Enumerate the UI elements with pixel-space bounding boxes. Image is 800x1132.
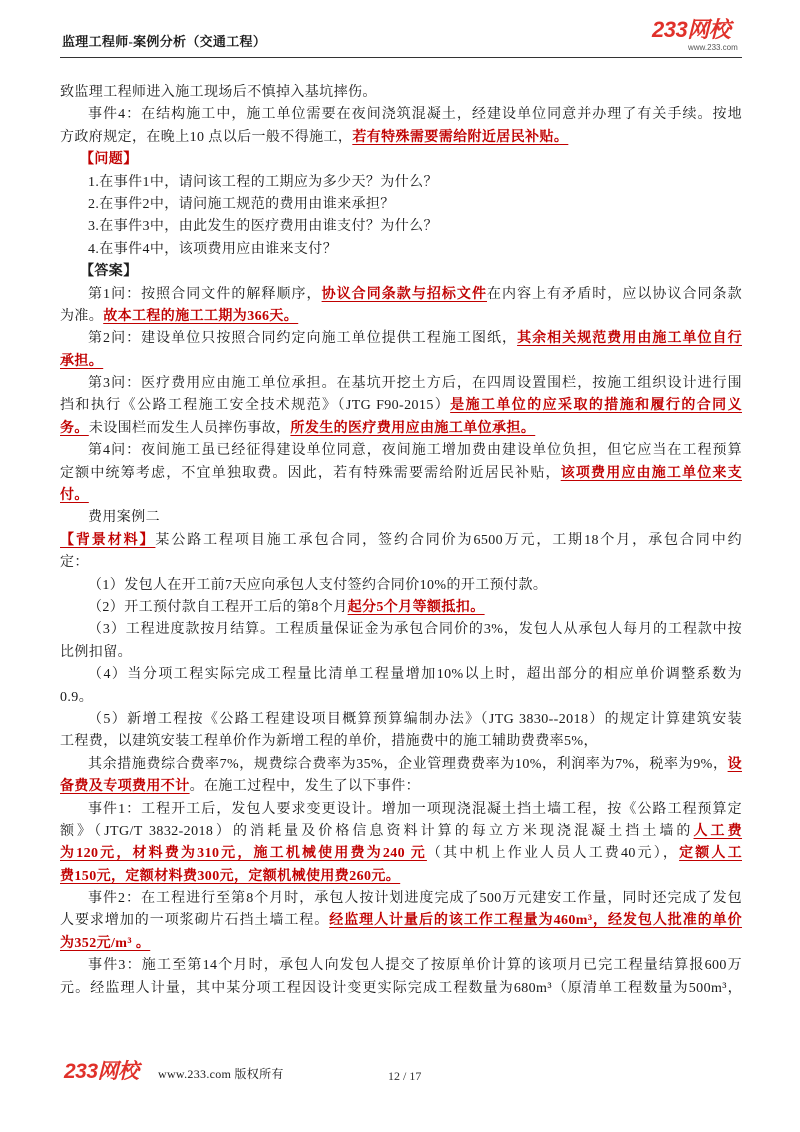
highlighted-text: 起分5个月等额抵扣。 — [347, 599, 485, 615]
text-segment: 致监理工程师进入施工现场后不慎掉入基坑摔伤。 — [60, 85, 377, 100]
text-line — [60, 731, 742, 753]
text-segment: 定额中统筹考虑，不宜单独取费。因此，若有特殊需要需给附近居民补贴， — [60, 465, 561, 481]
text-segment: （3）工程进度款按月结算。工程质量保证金为承包合同价的3%，发包人从承包人每月的工程款中按 — [88, 622, 742, 638]
highlighted-text: 务。 — [60, 420, 89, 436]
text-segment: 事件2：在工程进行至第8个月时，承包人按计划进度完成了500万元建安工作量，同时还完成了发包 — [88, 891, 742, 907]
footer-logo: 233网校 — [64, 1060, 139, 1083]
document-body — [60, 82, 742, 1000]
text-line — [60, 395, 742, 417]
questions-heading — [60, 149, 742, 171]
text-line — [60, 104, 742, 126]
highlighted-text: 为120元，材料费为310元，施工机械使用费为240 元 — [60, 846, 427, 862]
question-item — [60, 172, 742, 194]
highlighted-text: 该项费用应由施工单位来支 — [560, 465, 742, 481]
text-segment: 人要求增加的一项浆砌片石挡土墙工程。 — [60, 913, 330, 929]
text-line — [60, 776, 742, 798]
text-line — [60, 910, 742, 932]
text-line — [60, 552, 742, 574]
highlighted-text: 其余相关规范费用由施工单位自行 — [517, 331, 742, 347]
text-line — [60, 709, 742, 731]
text-segment: 第4问：夜间施工虽已经征得建设单位同意，夜间施工增加费由建设单位负担，但它应当在工程预算 — [88, 443, 742, 459]
heading-text: 【问题】 — [80, 152, 138, 168]
text-line — [60, 284, 742, 306]
highlighted-text: 故本工程的施工工期为366天。 — [103, 308, 299, 324]
brand-logo — [652, 17, 744, 52]
text-line — [60, 82, 742, 104]
text-segment: （5）新增工程按《公路工程建设项目概算预算编制办法》（JTG 3830--2018）的规定计算建筑安装 — [88, 711, 742, 727]
text-line — [60, 127, 742, 149]
text-segment: 定： — [60, 555, 89, 571]
text-segment: 4.在事件4中，该项费用应由谁来支付？ — [88, 241, 338, 257]
highlighted-text: 付。 — [60, 488, 89, 504]
highlighted-text: 人工费 — [693, 823, 743, 839]
highlighted-text: 设 — [727, 756, 742, 772]
highlighted-text: 协议合同条款与招标文件 — [321, 286, 487, 302]
text-line — [60, 373, 742, 395]
text-line — [60, 754, 742, 776]
question-item — [60, 239, 742, 261]
header-title: 监理工程师-案例分析（交通工程） — [62, 34, 267, 49]
text-line — [60, 418, 742, 440]
case-title — [60, 507, 742, 529]
text-segment: 工程费，以建筑安装工程单价作为新增工程的单价，措施费中的施工辅助费费率5%， — [60, 734, 598, 750]
text-line — [60, 642, 742, 664]
text-segment: 比例扣留。 — [60, 644, 132, 660]
text-line — [60, 955, 742, 977]
header-divider — [60, 57, 742, 58]
text-segment: 2.在事件2中，请问施工规范的费用由谁来承担？ — [88, 196, 395, 212]
text-segment: 元。经监理人计量，其中某分项工程因设计变更实际完成工程数量为680m³（原清单工程数量为500m³， — [60, 980, 742, 996]
text-segment: 事件4：在结构施工中，施工单位需要在夜间浇筑混凝土，经建设单位同意并办理了有关手续。按地 — [88, 107, 742, 123]
highlighted-text: 经监理人计量后的该工作工程量为460m³，经发包人批准的单价 — [329, 913, 743, 929]
text-line — [60, 530, 742, 552]
text-line — [60, 821, 742, 843]
text-segment: 事件1：工程开工后，发包人要求变更设计。增加一项现浇混凝土挡土墙工程，按《公路工程预算定 — [88, 801, 742, 817]
text-segment: 挡和执行《公路工程施工安全技术规范》（JTG F90-2015） — [60, 398, 451, 414]
highlighted-text: 备费及专项费用不计 — [60, 779, 190, 795]
text-line — [60, 351, 742, 373]
text-segment: 1.在事件1中，请问该工程的工期应为多少天？为什么？ — [88, 174, 438, 190]
text-segment: 第3问：医疗费用应由施工单位承担。在基坑开挖土方后，在四周设置围栏，按施工组织设计进行围 — [88, 376, 742, 392]
text-segment: （4）当分项工程实际完成工程量比清单工程量增加10%以上时，超出部分的相应单价调整系数为 — [88, 667, 742, 683]
text-line — [60, 306, 742, 328]
text-line — [60, 933, 742, 955]
text-segment: （其中机上作业人员人工费40元）， — [426, 846, 680, 862]
text-segment: 未设围栏而发生人员摔伤事故， — [88, 420, 291, 436]
text-line — [60, 687, 742, 709]
text-segment: （2）开工预付款自工程开工后的第8个月 — [88, 599, 348, 615]
logo-url: www.233.com — [688, 43, 738, 52]
text-line — [60, 978, 742, 1000]
heading-text: 【答案】 — [80, 264, 138, 280]
text-segment: （1）发包人在开工前7天应向承包人支付签约合同价10%的开工预付款。 — [88, 577, 548, 593]
highlighted-text: 若有特殊需要需给附近居民补贴。 — [352, 129, 569, 145]
highlighted-text: 所发生的医疗费用应由施工单位承担。 — [290, 420, 536, 436]
text-segment: 额》（JTG/T 3832-2018）的消耗量及价格信息资料计算的每立方米现浇混凝土挡土墙的 — [60, 823, 694, 839]
highlighted-text: 承担。 — [60, 353, 104, 369]
text-line — [60, 843, 742, 865]
text-segment: 为准。 — [60, 308, 104, 324]
text-line — [60, 866, 742, 888]
highlighted-text: 定额人工 — [679, 846, 742, 862]
question-item — [60, 216, 742, 238]
highlighted-text: 是施工单位的应采取的措施和履行的合同义 — [450, 398, 742, 414]
text-line — [60, 440, 742, 462]
footer-copyright: www.233.com 版权所有 — [158, 1067, 284, 1081]
text-segment: 3.在事件3中，由此发生的医疗费用由谁支付？为什么？ — [88, 219, 438, 235]
answers-heading — [60, 261, 742, 283]
text-segment: 其余措施费综合费率7%，规费综合费率为35%，企业管理费费率为10%，利润率为7%，税率为9%， — [88, 756, 728, 772]
text-segment: 事件3：施工至第14个月时，承包人向发包人提交了按原单价计算的该项月已完工程量结算报600万 — [88, 958, 742, 974]
highlighted-text: 【背景材料】 — [60, 532, 156, 548]
text-segment: 在内容上有矛盾时，应以协议合同条款 — [487, 286, 742, 302]
text-line — [60, 463, 742, 485]
text-segment: 第2问：建设单位只按照合同约定向施工单位提供工程施工图纸， — [88, 331, 518, 347]
text-segment: 第1问：按照合同文件的解释顺序， — [88, 286, 322, 302]
question-item — [60, 194, 742, 216]
text-segment: 方政府规定，在晚上10 点以后一般不得施工， — [60, 129, 353, 145]
text-line — [60, 664, 742, 686]
text-line — [60, 619, 742, 641]
text-segment: 。在施工过程中，发生了以下事件： — [189, 779, 421, 795]
highlighted-text: 为352元/m³ 。 — [60, 935, 151, 951]
text-line — [60, 888, 742, 910]
highlighted-text: 费150元，定额材料费300元，定额机械使用费260元。 — [60, 868, 401, 884]
text-line — [60, 485, 742, 507]
text-line — [60, 597, 742, 619]
text-line — [60, 799, 742, 821]
text-segment: 0.9。 — [60, 689, 94, 705]
text-segment: 某公路工程项目施工承包合同，签约合同价为6500万元，工期18个月，承包合同中约 — [155, 532, 742, 548]
page-number: 12 / 17 — [388, 1069, 422, 1083]
text-segment: 费用案例二 — [88, 510, 160, 526]
text-line — [60, 575, 742, 597]
text-line — [60, 328, 742, 350]
logo-text: 233网校 — [652, 17, 731, 42]
